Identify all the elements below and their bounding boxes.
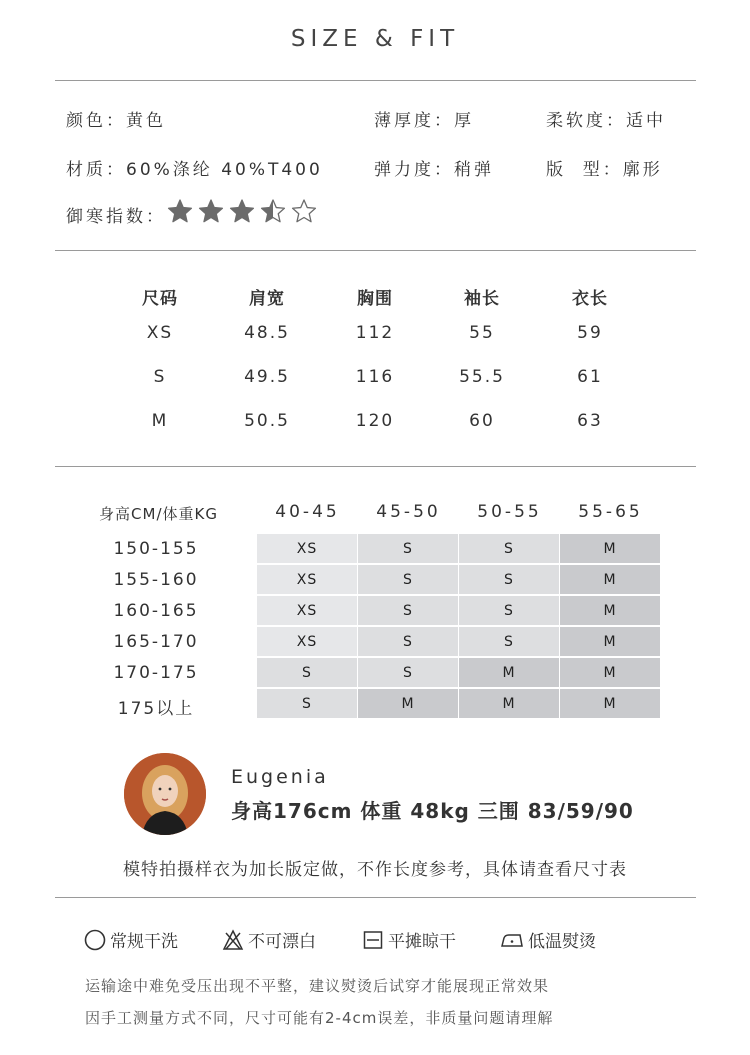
page-title: SIZE & FIT — [290, 26, 460, 52]
size-header: 尺码 — [142, 289, 178, 309]
care-bleach-label: 不可漂白 — [248, 932, 316, 952]
star-outline-icon — [293, 200, 316, 222]
model-photo-icon — [124, 753, 206, 835]
recommend-cell: S — [257, 658, 357, 687]
size-header: 胸围 — [357, 289, 393, 309]
size-label: M — [151, 411, 169, 431]
divider — [55, 250, 696, 251]
size-header: 肩宽 — [249, 289, 285, 309]
divider — [55, 466, 696, 467]
no-bleach-icon — [222, 929, 244, 951]
size-header: 衣长 — [572, 289, 608, 309]
attr-color: 颜色：黄色 — [66, 111, 166, 131]
size-value: 120 — [355, 411, 395, 431]
recommend-cell: S — [459, 627, 559, 656]
recommend-cell: S — [358, 534, 458, 563]
recommend-cell: M — [358, 689, 458, 718]
recommend-cell: S — [459, 534, 559, 563]
recommend-cell: M — [560, 658, 660, 687]
size-header: 袖长 — [464, 289, 500, 309]
attr-softness: 柔软度：适中 — [546, 111, 666, 131]
weight-header: 45-50 — [376, 502, 441, 522]
warmth-rating — [167, 198, 319, 226]
attr-fit: 版 型：廓形 — [546, 160, 663, 180]
height-label: 170-175 — [113, 663, 199, 683]
care-iron-label: 低温熨烫 — [528, 932, 596, 952]
divider — [55, 897, 696, 898]
height-label: 150-155 — [113, 539, 199, 559]
care-wash — [84, 927, 178, 952]
recommend-cell: M — [459, 658, 559, 687]
height-label: 175以上 — [117, 699, 195, 719]
footer-note-1: 运输途中难免受压出现不平整，建议熨烫后试穿才能展现正常效果 — [85, 977, 550, 995]
recommend-cell: S — [358, 565, 458, 594]
attr-thickness: 薄厚度：厚 — [374, 111, 474, 131]
avatar — [124, 753, 206, 835]
model-name: Eugenia — [231, 766, 329, 788]
care-dry — [362, 927, 456, 952]
recommend-corner-label: 身高CM/体重KG — [99, 505, 218, 523]
weight-header: 50-55 — [477, 502, 542, 522]
recommend-cell: M — [459, 689, 559, 718]
height-label: 165-170 — [113, 632, 199, 652]
attr-material: 材质：60%涤纶 40%T400 — [66, 160, 323, 180]
recommend-cell: M — [560, 689, 660, 718]
recommend-cell: M — [560, 627, 660, 656]
recommend-cell: M — [560, 565, 660, 594]
model-stats: 身高176cm 体重 48kg 三围 83/59/90 — [231, 799, 634, 823]
size-value: 116 — [355, 367, 395, 387]
recommend-cell: S — [358, 627, 458, 656]
recommend-cell: XS — [257, 534, 357, 563]
footer-note-2: 因手工测量方式不同，尺寸可能有2-4cm误差，非质量问题请理解 — [85, 1009, 554, 1027]
size-value: 112 — [355, 323, 395, 343]
divider — [55, 80, 696, 81]
fit-note: 模特拍摄样衣为加长版定做，不作长度参考，具体请查看尺寸表 — [123, 860, 627, 880]
care-dry-label: 平摊晾干 — [388, 932, 456, 952]
recommend-cell: S — [257, 689, 357, 718]
attr-elasticity: 弹力度：稍弹 — [374, 160, 494, 180]
height-label: 155-160 — [113, 570, 199, 590]
care-wash-label: 常规干洗 — [110, 932, 178, 952]
recommend-cell: M — [560, 534, 660, 563]
recommend-cell: M — [560, 596, 660, 625]
weight-header: 55-65 — [578, 502, 643, 522]
star-rating-icon — [167, 198, 319, 226]
attr-warmth-label: 御寒指数： — [66, 207, 166, 227]
size-value: 63 — [577, 411, 603, 431]
size-label: S — [153, 367, 167, 387]
size-value: 55.5 — [459, 367, 505, 387]
size-value: 59 — [577, 323, 603, 343]
recommend-cell: S — [358, 596, 458, 625]
recommend-cell: XS — [257, 565, 357, 594]
size-value: 55 — [469, 323, 495, 343]
recommend-cell: S — [358, 658, 458, 687]
size-label: XS — [146, 323, 174, 343]
dry-flat-icon — [362, 929, 384, 951]
care-bleach — [222, 927, 316, 952]
size-value: 49.5 — [244, 367, 290, 387]
care-iron — [500, 927, 596, 952]
size-value: 50.5 — [244, 411, 290, 431]
low-iron-icon — [500, 929, 524, 951]
size-value: 61 — [577, 367, 603, 387]
size-value: 60 — [469, 411, 495, 431]
recommend-cell: S — [459, 596, 559, 625]
dry-clean-icon — [84, 929, 106, 951]
recommend-cell: S — [459, 565, 559, 594]
height-label: 160-165 — [113, 601, 199, 621]
weight-header: 40-45 — [275, 502, 340, 522]
recommend-cell: XS — [257, 596, 357, 625]
recommend-cell: XS — [257, 627, 357, 656]
size-value: 48.5 — [244, 323, 290, 343]
